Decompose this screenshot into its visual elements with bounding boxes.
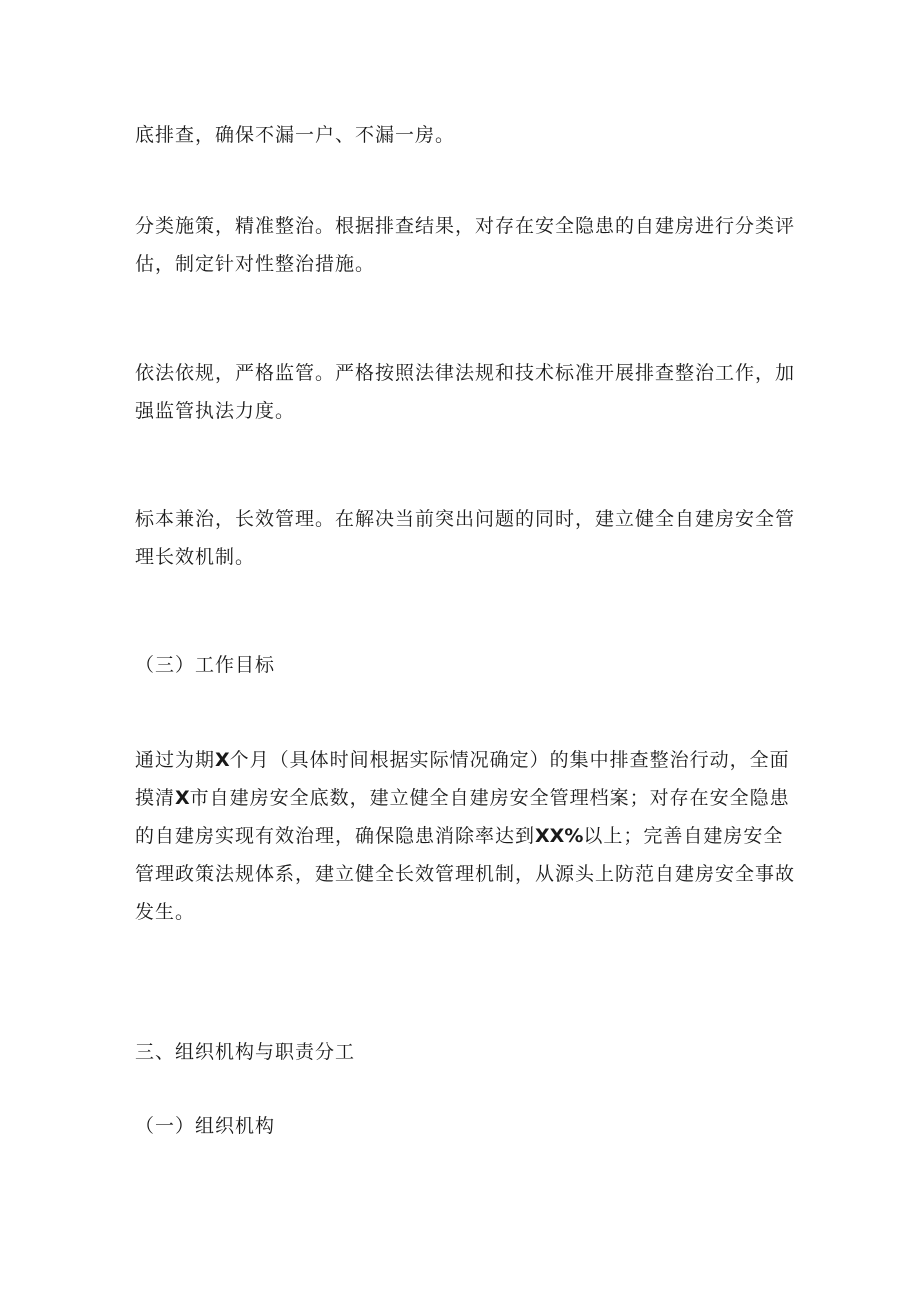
text-line: 估，制定针对性整治措施。 [135,253,376,275]
text-line: 分类施策，精准整治。根据排查结果，对存在安全隐患的自建房进行分类评 [135,215,796,237]
section-heading-organization: 三、组织机构与职责分工 [135,1041,356,1063]
placeholder-x: X [175,787,190,809]
subheading-organization: （一）组织机构 [135,1115,276,1137]
text-line: 依法依规，严格监管。严格按照法律法规和技术标准开展排查整治工作，加 [135,362,796,384]
subheading-work-goals: （三）工作目标 [135,654,276,676]
paragraph-long-term-management [135,500,795,576]
text-line: 理长效机制。 [135,546,256,568]
text-line [135,741,795,779]
text-fragment: 摸清 [135,787,176,809]
text-fragment: 以上；完善自建房安全 [583,825,784,847]
placeholder-x: X [215,749,230,771]
text-line [135,779,795,817]
text-fragment: 市自建房安全底数，建立健全自建房安全管理档案；对存在安全隐患 [189,787,790,809]
text-line: 管理政策法规体系，建立健全长效管理机制，从源头上防范自建房安全事故 [135,863,796,885]
text-line: 强监管执法力度。 [135,400,296,422]
text-line: 发生。 [135,901,196,923]
paragraph-thorough-investigation [135,116,795,154]
text-line: 标本兼治，长效管理。在解决当前突出问题的同时，建立健全自建房安全管 [135,508,796,530]
text-fragment: 个月（具体时间根据实际情况确定）的集中排查整治行动，全面 [229,749,790,771]
paragraph-classified-policy [135,207,795,283]
text-line: 底排查，确保不漏一户、不漏一房。 [135,124,456,146]
text-line [135,817,795,855]
placeholder-percent: XX% [535,825,584,847]
paragraph-work-goals [135,741,795,931]
text-fragment: 的自建房实现有效治理，确保隐患消除率达到 [135,825,536,847]
paragraph-lawful-supervision [135,354,795,430]
text-fragment: 通过为期 [135,749,216,771]
